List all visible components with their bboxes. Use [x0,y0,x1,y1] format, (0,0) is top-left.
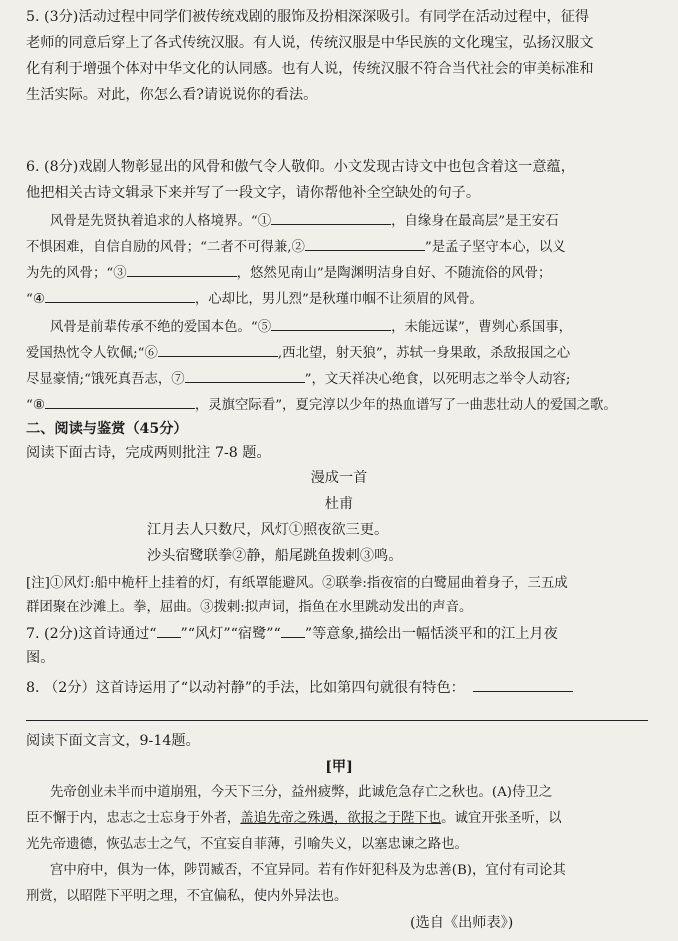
poem-title: 漫成一首 [310,470,368,486]
answer-blank-8[interactable] [45,394,195,409]
classical-intro: 阅读下面文言文，9-14题。 [26,733,200,749]
classical-p2-line-2: 刑赏，以昭陛下平明之理，不宜偏私，使内外异法也。 [26,889,348,904]
classical-label: [甲] [325,759,353,775]
answer-blank-7[interactable] [185,368,305,383]
answer-blank-4[interactable] [45,288,195,303]
answer-line-q8[interactable] [26,720,648,721]
answer-blank-1[interactable] [271,210,391,225]
answer-blank-6[interactable] [158,342,278,357]
q6-p2-line-3: 尽显豪情;“饿死真吾志，⑦ ”，文天祥决心绝食，以死明志之举令人动容; [26,368,658,391]
answer-blank-2[interactable] [305,236,425,251]
q6-p1-line-2: 不惧困难，自信自励的风骨；“二者不可得兼,② ”是孟子坚守本心，以义 [26,236,658,259]
q6-p2-line-4: “⑧ ，灵旗空际看”，夏完淳以少年的热血谱写了一曲悲壮动人的爱国之歌。 [26,394,658,417]
q8-line: 8. （2分）这首诗运用了“以动衬静”的手法，比如第四句就很有特色： [26,677,658,699]
q5-line-2: 老师的同意后穿上了各式传统汉服。有人说，传统汉服是中华民族的文化瑰宝，弘扬汉服文 [26,35,594,51]
q6-p1-line-1: 风骨是先贤执着追求的人格境界。“① ，自缘身在最高层”是王安石 [50,210,658,233]
answer-blank-5[interactable] [271,316,391,331]
q6-intro-2: 他把相关古诗文辑录下来并写了一段文字，请你帮他补全空缺处的句子。 [26,185,481,201]
notes-line-2: 群团聚在沙滩上。拳，屈曲。③拨剌:拟声词，指鱼在水里跳动发出的声音。 [26,600,473,615]
q5-line-3: 化有利于增强个体对中华文化的认同感。也有人说，传统汉服不符合当代社会的审美标准和 [26,61,594,77]
classical-p1-line-2: 臣不懈于内，忠志之士忘身于外者，盖追先帝之殊遇，欲报之于陛下也。诚宜开张圣听，以 [26,811,562,826]
classical-source: (选自《出师表》) [410,915,514,931]
answer-blank-q8[interactable] [473,677,573,692]
q6-intro-1: 6. (8分)戏剧人物彰显出的风骨和傲气令人敬仰。小文发现古诗文中也包含着这一意蕴， [26,159,575,175]
q7-line-1: 7. (2分)这首诗通过“ ”“风灯”“宿鹭”“ ”等意象,描绘出一幅恬淡平和的江上月夜 [26,623,658,645]
underlined-sentence: 盖追先帝之殊遇，欲报之于陛下也 [240,811,442,826]
q6-p1-line-4: “④ ，心却比，男儿烈”是秋瑾巾帼不让须眉的风骨。 [26,288,658,311]
notes-line-1: [注]①风灯:船中桅杆上挂着的灯，有纸罩能避风。②联拳:指夜宿的白鹭屈曲着身子，三五成 [26,576,568,591]
q5-line-1: 5. (3分)活动过程中同学们被传统戏剧的服饰及扮相深深吸引。有同学在活动过程中，征得 [26,9,590,25]
poem-line-1: 江月去人只数尺，风灯①照夜欲三更。 [147,522,389,538]
section-heading: 二、阅读与鉴赏（45分） [26,421,188,437]
answer-blank-3[interactable] [127,262,237,277]
answer-blank-q7-1[interactable] [157,623,181,638]
q6-p2-line-2: 爱国热忱令人钦佩;“⑥ ,西北望，射天狼”，苏轼一身果敢，杀敌报国之心 [26,342,658,365]
section-intro: 阅读下面古诗，完成两则批注 7-8 题。 [26,445,271,461]
poem-line-2: 沙头宿鹭联拳②静，船尾跳鱼拨剌③鸣。 [147,548,403,564]
q6-p2-line-1: 风骨是前辈传承不绝的爱国本色。“⑤ ，未能远谋”，曹刿心系国事， [50,316,658,339]
q5-line-4: 生活实际。对此，你怎么看?请说说你的看法。 [26,87,318,103]
poem-author: 杜甫 [324,496,354,512]
answer-blank-q7-2[interactable] [281,623,305,638]
q7-line-2: 图。 [26,650,55,666]
classical-p1-line-1: 先帝创业未半而中道崩殂，今天下三分，益州疲弊，此诚危急存亡之秋也。(A)侍卫之 [50,785,553,800]
q6-p1-line-3: 为先的风骨；“③ ，悠然见南山”是陶渊明洁身自好、不随流俗的风骨； [26,262,658,285]
classical-p1-line-3: 光先帝遗德，恢弘志士之气，不宜妄自菲薄，引喻失义，以塞忠谏之路也。 [26,837,468,852]
classical-p2-line-1: 宫中府中，俱为一体，陟罚臧否，不宜异同。若有作奸犯科及为忠善(B)，宜付有司论其 [50,863,566,878]
